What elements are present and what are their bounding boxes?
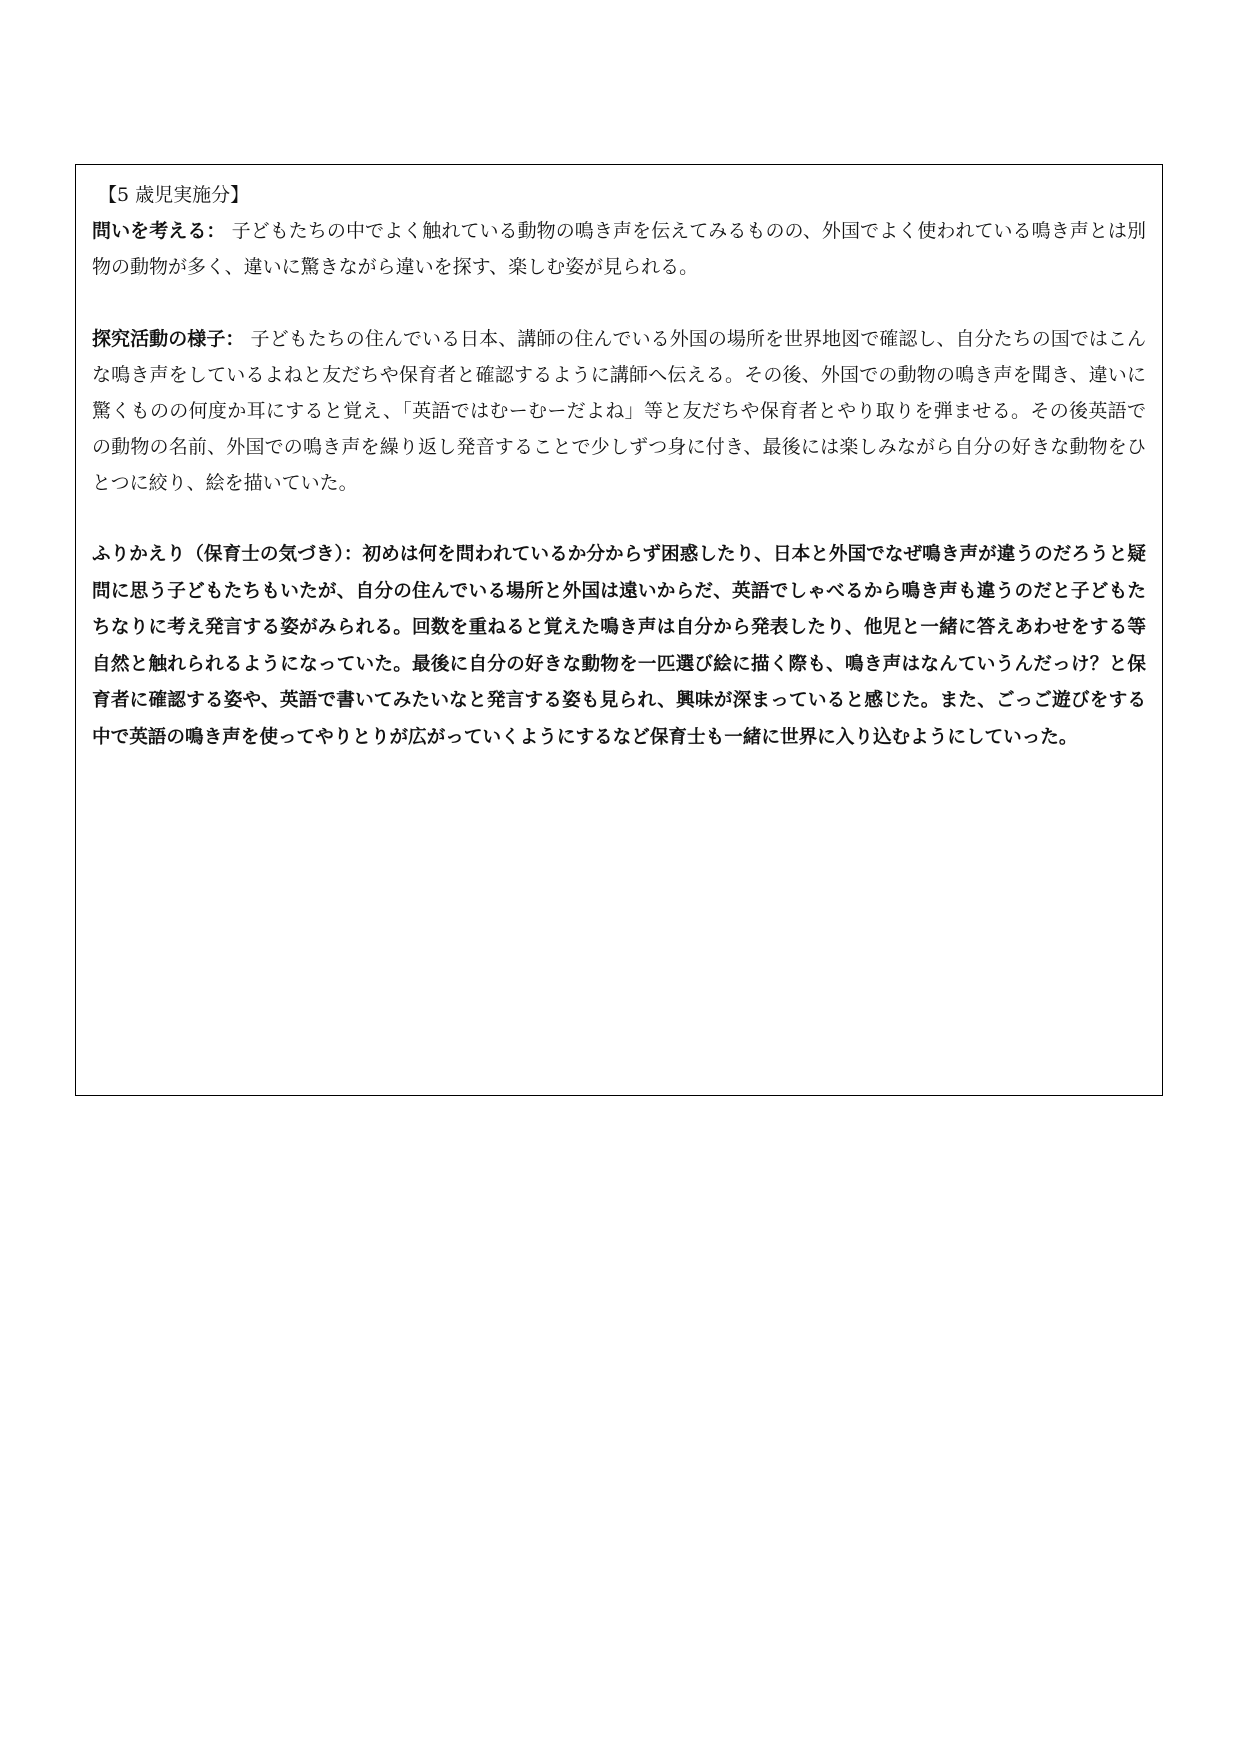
section-body: 子どもたちの住んでいる日本、講師の住んでいる外国の場所を世界地図で確認し、自分たちの国ではこんな鳴き声をしているよねと友だちや保育者と確認するように講師へ伝える。その後、外国での動物の鳴き声を聞き、違いに驚くものの何度か耳にすると覚え、「英語ではむーむーだよね」等と友だちや保育者とやり取りを弾ませる。その後英語での動物の名前、外国での鳴き声を繰り返し発音することで少しずつ身に付き、最後には楽しみながら自分の好きな動物をひとつに絞り、絵を描いていた。 <box>92 328 1146 494</box>
box-title: 【5 歳児実施分】 <box>98 184 250 206</box>
section-body: 子どもたちの中でよく触れている動物の鳴き声を伝えてみるものの、外国でよく使われている鳴き声とは別物の動物が多く、違いに驚きながら違いを探す、楽しむ姿が見られる。 <box>92 220 1146 278</box>
section-inquiry <box>92 213 1146 285</box>
section-heading: 探究活動の様子： <box>92 328 245 350</box>
report-box <box>75 164 1163 1096</box>
section-heading: 問いを考える： <box>92 220 226 242</box>
section-activity <box>92 321 1146 501</box>
section-gap <box>92 501 1146 537</box>
section-gap <box>92 285 1146 321</box>
section-reflection <box>92 537 1146 756</box>
section-heading: ふりかえり（保育士の気づき）： <box>92 544 363 565</box>
section-body: 初めは何を問われているか分からず困惑したり、日本と外国でなぜ鳴き声が違うのだろうと疑問に思う子どもたちもいたが、自分の住んでいる場所と外国は遠いからだ、英語でしゃべるから鳴き声も違うのだと子どもたちなりに考え発言する姿がみられる。回数を重ねると覚えた鳴き声は自分から発表したり、他児と一緒に答えあわせをする等自然と触れられるようになっていた。最後に自分の好きな動物を一匹選び絵に描く際も、鳴き声はなんていうんだっけ？と保育者に確認する姿や、英語で書いてみたいなと発言する姿も見られ、興味が深まっていると感じた。また、ごっご遊びをする中で英語の鳴き声を使ってやりとりが広がっていくようにするなど保育士も一緒に世界に入り込むようにしていった。 <box>92 544 1146 748</box>
